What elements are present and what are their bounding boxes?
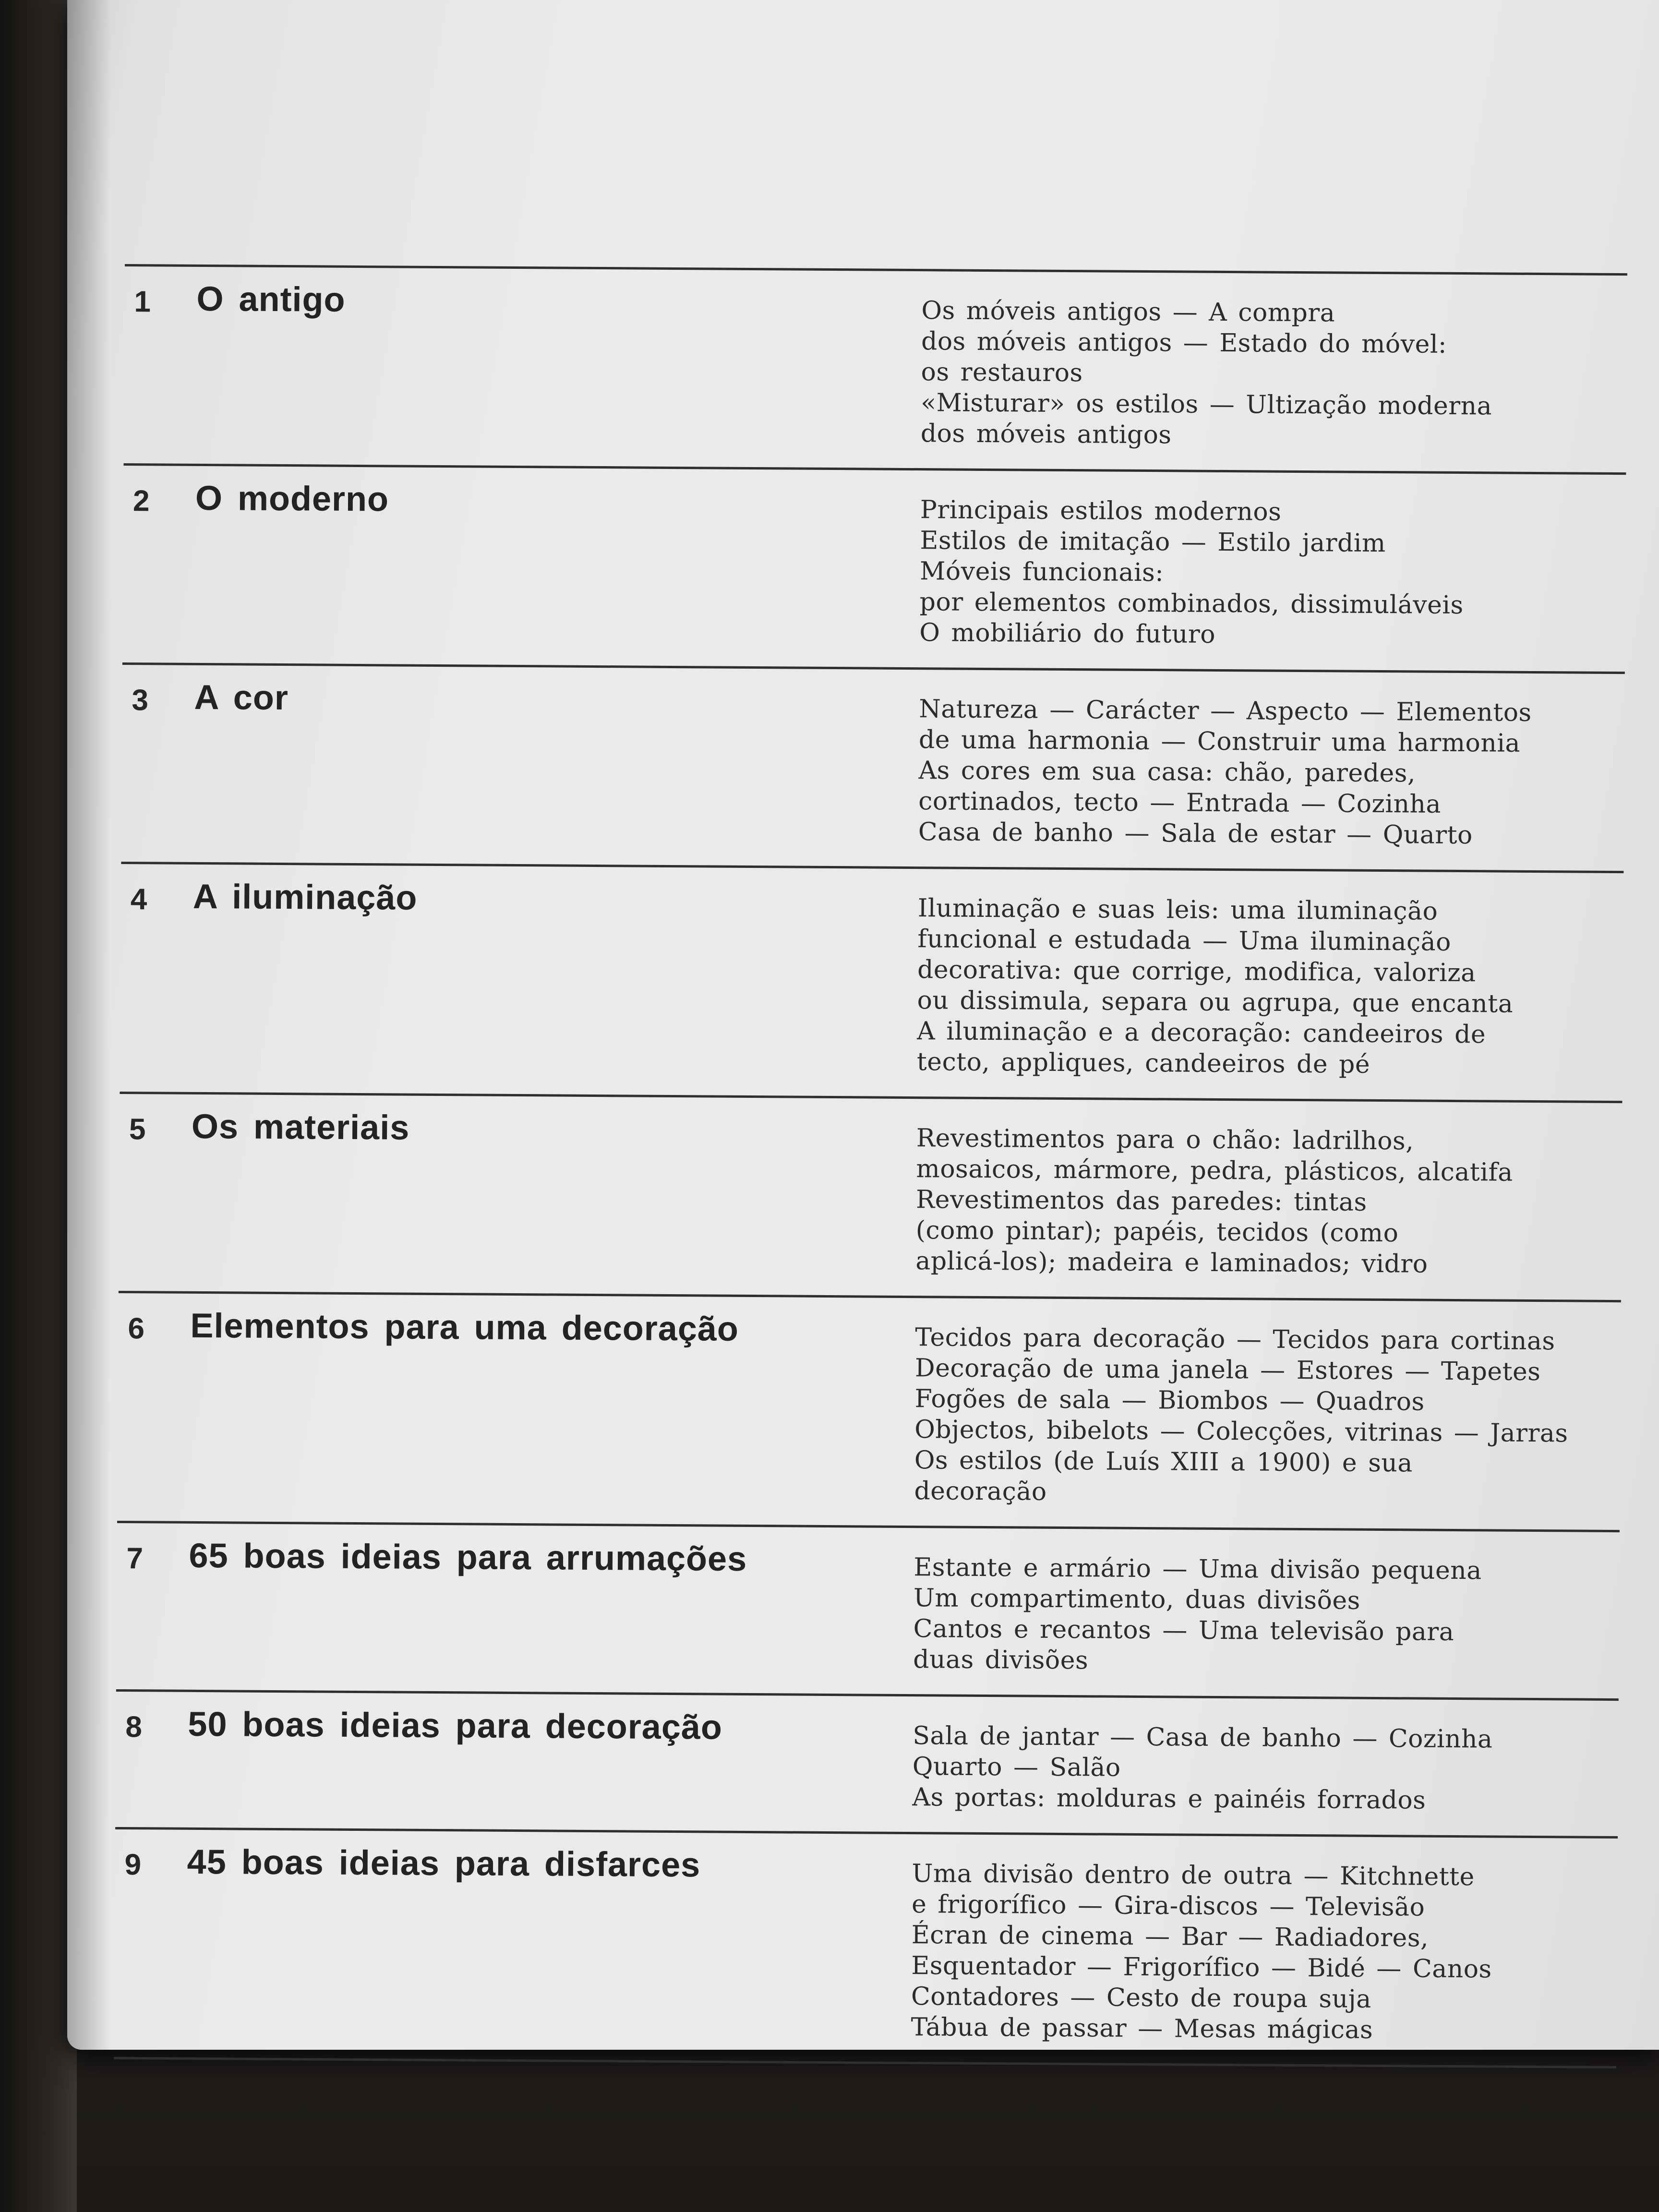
chapter-row [123,266,1627,475]
chapter-row [116,1523,1620,1701]
topic-line: Sala de jantar — Casa de banho — Cozinha [913,1721,1493,1754]
topic-line: duas divisões [913,1645,1089,1675]
topic-line: A iluminação e a decoração: candeeiros de [917,1017,1486,1049]
chapter-number: 4 [130,883,147,916]
topic-line: Objectos, bibelots — Colecções, vitrinas — Jarras [914,1415,1568,1448]
topic-line: Os estilos (de Luís XIII a 1900) e sua [914,1446,1413,1478]
topic-line: O mobiliário do futuro [919,618,1216,649]
chapter-row [114,1829,1618,2068]
book-page [67,0,1659,2050]
chapter-row [120,864,1623,1103]
chapter-title: Os materiais [191,1107,410,1147]
topic-line: Revestimentos para o chão: ladrilhos, [916,1124,1414,1156]
chapter-topics [890,1298,1621,1530]
topic-line: decorativa: que corrige, modifica, valoriza [917,955,1476,988]
chapter-row [117,1293,1621,1532]
topic-line: cortinados, tecto — Entrada — Cozinha [918,787,1442,819]
chapter-row [119,1094,1622,1302]
chapter-topics [895,470,1626,672]
topic-line: por elementos combinados, dissimuláveis [919,588,1464,620]
chapter-title: 50 boas ideias para decoração [188,1705,723,1747]
topic-line: os restauros [921,358,1083,388]
topic-line: Écran de cinema — Bar — Radiadores, [911,1921,1429,1953]
chapter-number: 2 [132,484,150,518]
topic-line: Uma divisão dentro de outra — Kitchnette [912,1859,1475,1892]
topic-line: (como pintar); papéis, tecidos (como [915,1216,1399,1248]
topic-line: Principais estilos modernos [920,495,1282,527]
chapter-topics [888,1696,1619,1836]
chapter-topics [891,1099,1622,1300]
topic-line: Esquentador — Frigorífico — Bidé — Canos [911,1951,1492,1984]
chapter-title: O antigo [196,279,346,319]
topic-line: Estilos de imitação — Estilo jardim [920,526,1386,558]
topic-line: Natureza — Carácter — Aspecto — Elementos [919,695,1532,727]
chapter-number: 5 [129,1113,146,1146]
topic-line: Tecidos para decoração — Tecidos para cortinas [915,1323,1555,1356]
topic-line: ou dissimula, separa ou agrupa, que encanta [917,986,1514,1019]
topic-line: Fogões de sala — Biombos — Quadros [914,1384,1425,1417]
chapter-number: 8 [125,1710,143,1744]
book-spine-shadow [0,0,77,2212]
chapter-topics [889,1528,1620,1698]
topic-line: Cantos e recantos — Uma televisão para [913,1614,1455,1647]
chapter-topics [896,271,1627,472]
topic-line: funcional e estudada — Uma iluminação [917,925,1452,957]
chapter-title: A cor [194,678,289,718]
topic-line: Quarto — Salão [912,1752,1121,1782]
topic-line: e frigorífico — Gira-discos — Televisão [911,1890,1425,1922]
chapter-number: 1 [134,285,151,319]
chapter-list [114,266,1627,2068]
chapter-number: 6 [128,1312,145,1346]
chapter-title: A iluminação [192,877,418,917]
topic-line: Contadores — Cesto de roupa suja [911,1982,1371,2014]
table-of-contents [114,264,1627,2068]
topic-line: dos móveis antigos [920,419,1172,450]
topic-line: de uma harmonia — Construir uma harmonia [918,725,1521,758]
topic-line: Os móveis antigos — A compra [921,296,1335,328]
chapter-title: Elementos para uma decoração [190,1306,739,1348]
chapter-topics [894,670,1624,871]
topic-line: Móveis funcionais: [919,557,1164,588]
chapter-topics [892,869,1623,1101]
topic-line: Tábua de passar — Mesas mágicas [911,2013,1373,2044]
topic-line: As portas: molduras e painéis forrados [912,1783,1426,1815]
chapter-number: 9 [124,1848,142,1882]
topic-line: «Misturar» os estilos — Ultização moderna [921,388,1492,421]
chapter-title: 65 boas ideias para arrumações [189,1536,747,1578]
chapter-title: O moderno [195,479,389,519]
topic-line: tecto, appliques, candeeiros de pé [916,1047,1370,1079]
topic-line: Estante e armário — Uma divisão pequena [914,1553,1482,1586]
chapter-number: 7 [126,1542,144,1575]
topic-line: Revestimentos das paredes: tintas [915,1185,1367,1217]
topic-line: Decoração de uma janela — Estores — Tapetes [914,1354,1541,1387]
chapter-number: 3 [132,684,149,717]
topic-line: Iluminação e suas leis: uma iluminação [917,894,1438,926]
topic-line: As cores em sua casa: chão, paredes, [918,756,1416,788]
chapter-title: 45 boas ideias para disfarces [187,1842,701,1885]
topic-line: dos móveis antigos — Estado do móvel: [921,327,1447,359]
topic-line: Casa de banho — Sala de estar — Quarto [918,817,1473,850]
chapter-row [115,1692,1619,1839]
topic-line: mosaicos, mármore, pedra, plásticos, alcatifa [916,1154,1513,1187]
chapter-row [122,466,1626,674]
topic-line: decoração [914,1477,1047,1506]
chapter-row [121,665,1624,873]
topic-line: aplicá-los); madeira e laminados; vidro [915,1247,1428,1279]
topic-line: Um compartimento, duas divisões [913,1584,1361,1615]
chapter-topics [887,1834,1618,2066]
